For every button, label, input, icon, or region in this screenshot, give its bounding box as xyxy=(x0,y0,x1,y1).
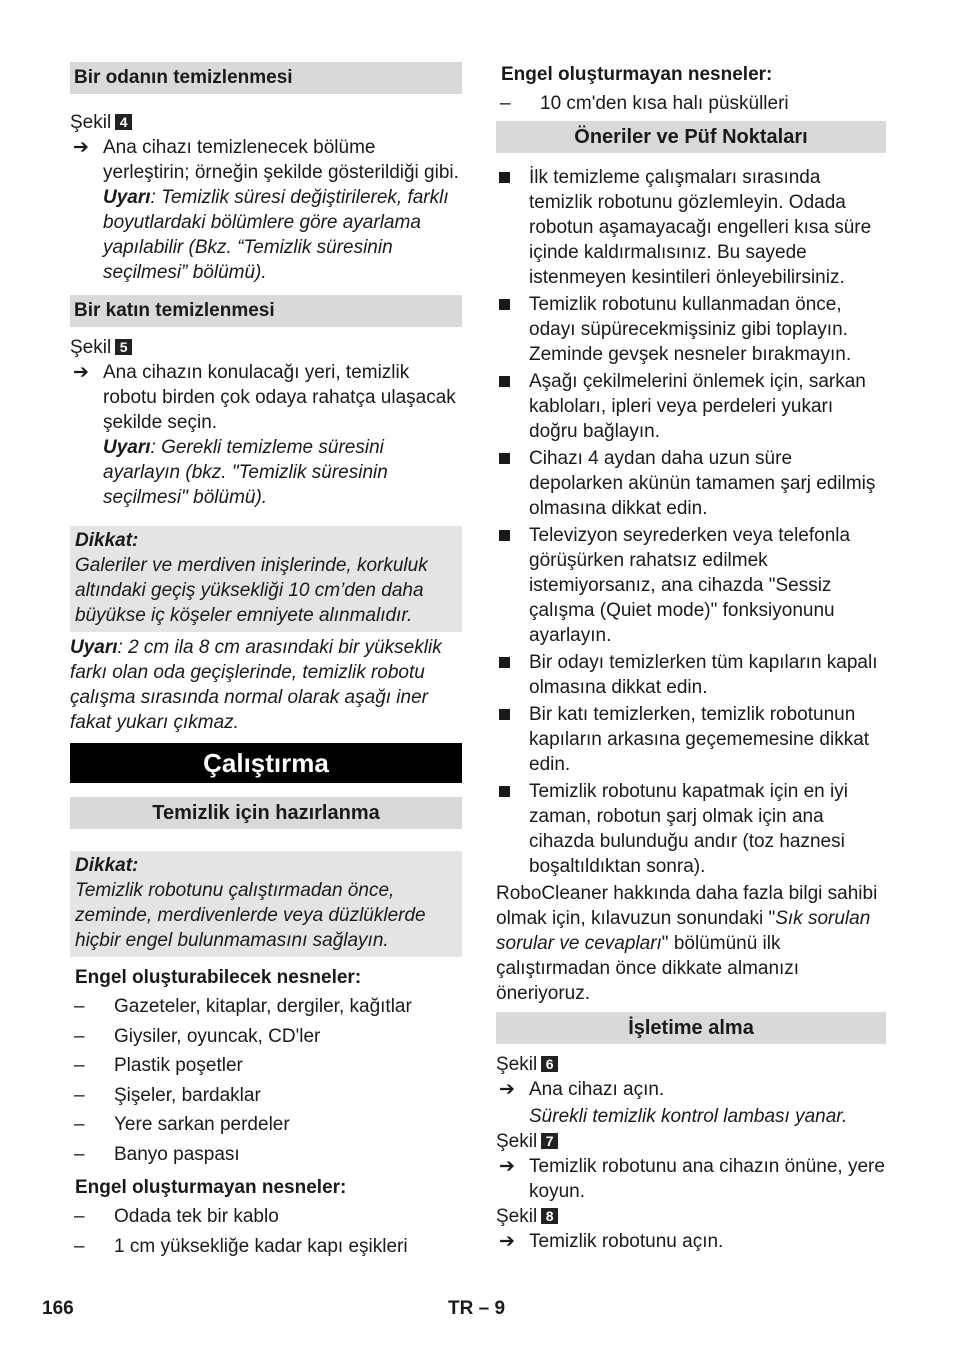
note: Uyarı: Temizlik süresi değiştirilerek, farklı boyutlardaki bölümlere göre ayarlama yapılabilir (Bkz. “Temizlik süresinin seçilmesi” bölümü). xyxy=(103,187,449,283)
dash-icon: – xyxy=(500,93,511,114)
square-bullet-icon xyxy=(499,709,510,720)
square-bullet-icon xyxy=(499,299,510,310)
list-heading: Engel oluşturmayan nesneler: xyxy=(75,1177,347,1198)
list-item: Cihazı 4 aydan daha uzun süre depolarken akünün tamamen şarj edilmiş olmasına dikkat edin. xyxy=(496,446,886,521)
figure-number: 8 xyxy=(541,1208,558,1224)
dash-icon: – xyxy=(74,1235,85,1257)
list-item: Temizlik robotunu kapatmak için en iyi zaman, robotun şarj olmak için ana cihazda bulunduğu andır (toz haznesi boşaltıldıktan sonra). xyxy=(496,779,886,879)
list-item: – Banyo paspası xyxy=(74,1143,240,1165)
arrow-icon: ➔ xyxy=(499,1078,515,1100)
instruction-step: ➔ Temizlik robotunu ana cihazın önüne, yere koyun. xyxy=(499,1155,885,1202)
list-item: Televizyon seyrederken veya telefonla görüşürken rahatsız edilmek istemiyorsanız, ana cihazda "Sessiz çalışma (Quiet mode)" fonksiyonunu ayarlayın. xyxy=(496,523,886,648)
figure-reference: Şekil 8 xyxy=(496,1204,886,1229)
square-bullet-icon xyxy=(499,453,510,464)
figure-number: 5 xyxy=(115,339,132,355)
dash-icon: – xyxy=(74,1084,85,1106)
list-item: – Plastik poşetler xyxy=(74,1055,243,1076)
section-heading-floor-cleaning: Bir katın temizlenmesi xyxy=(70,295,462,327)
list-item: – 10 cm'den kısa halı püskülleri xyxy=(500,93,789,114)
arrow-icon: ➔ xyxy=(499,1155,515,1177)
list-item: – Gazeteler, kitaplar, dergiler, kağıtlar xyxy=(74,996,412,1017)
instruction-step: ➔ Temizlik robotunu açın. xyxy=(499,1230,724,1252)
instruction-step: ➔ Ana cihazı temizlenecek bölüme yerleştirin; örneğin şekilde gösterildiği gibi. xyxy=(73,137,459,183)
caution-title: Dikkat: xyxy=(75,855,139,876)
instruction-step: ➔ Ana cihazı açın. xyxy=(499,1078,665,1100)
section-heading-tips: Öneriler ve Püf Noktaları xyxy=(496,121,886,153)
dash-icon: – xyxy=(74,1114,85,1135)
left-column xyxy=(70,62,462,1263)
caution-text: Galeriler ve merdiven inişlerinde, korkuluk altındaki geçiş yüksekliği 10 cm’den daha büyükse iç köşeler emniyete alınmalıdır. xyxy=(75,555,428,626)
dash-icon: – xyxy=(74,1055,85,1076)
list-item: – Şişeler, bardaklar xyxy=(74,1084,261,1106)
note: Uyarı: 2 cm ila 8 cm arasındaki bir yükseklik farkı olan oda geçişlerinde, temizlik robotu çalışma sırasında normal olarak aşağı iner fakat yukarı çıkmaz. xyxy=(70,637,442,733)
right-column xyxy=(496,62,886,1254)
dash-icon: – xyxy=(74,1143,85,1165)
dash-icon: – xyxy=(74,996,85,1017)
footer-section: TR – 9 xyxy=(448,1298,506,1319)
list-heading: Engel oluşturabilecek nesneler: xyxy=(75,967,362,988)
result-text: Sürekli temizlik kontrol lambası yanar. xyxy=(529,1105,848,1127)
caution-box xyxy=(70,851,462,957)
list-item: – 1 cm yüksekliğe kadar kapı eşikleri xyxy=(74,1235,408,1257)
dash-icon: – xyxy=(74,1206,85,1227)
figure-number: 7 xyxy=(541,1133,558,1149)
square-bullet-icon xyxy=(499,786,510,797)
list-item: Temizlik robotunu kullanmadan önce, odayı süpürecekmişsiniz gibi toplayın. Zeminde gevşek nesneler bırakmayın. xyxy=(496,292,886,367)
figure-number: 4 xyxy=(115,114,132,130)
square-bullet-icon xyxy=(499,376,510,387)
square-bullet-icon xyxy=(499,172,510,183)
non-obstacles-list xyxy=(496,91,886,116)
arrow-icon: ➔ xyxy=(73,137,89,158)
section-heading-room-cleaning: Bir odanın temizlenmesi xyxy=(70,62,462,94)
arrow-icon: ➔ xyxy=(499,1230,515,1252)
tips-list xyxy=(496,165,886,879)
list-item: – Odada tek bir kablo xyxy=(74,1206,279,1227)
obstacles-list xyxy=(70,994,462,1167)
section-heading-preparation: Temizlik için hazırlanma xyxy=(70,797,462,829)
arrow-icon: ➔ xyxy=(73,362,89,383)
list-item: Bir odayı temizlerken tüm kapıların kapalı olmasına dikkat edin. xyxy=(496,650,886,700)
figure-number: 6 xyxy=(541,1056,558,1072)
caution-title: Dikkat: xyxy=(75,530,139,551)
page-number: 166 xyxy=(42,1298,74,1319)
square-bullet-icon xyxy=(499,530,510,541)
figure-reference: Şekil 4 xyxy=(70,110,462,135)
chapter-heading: Çalıştırma xyxy=(70,743,462,783)
info-paragraph: RoboCleaner hakkında daha fazla bilgi sahibi olmak için, kılavuzun sonundaki "Sık sorulan sorular ve cevapları" bölümünü ilk çalıştırmadan önce dikkate almanızı öneriyoruz. xyxy=(496,882,878,1004)
figure-reference: Şekil 6 xyxy=(496,1052,886,1077)
list-item: Aşağı çekilmelerini önlemek için, sarkan kabloları, ipleri veya perdeleri yukarı doğru bağlayın. xyxy=(496,369,886,444)
note: Uyarı: Gerekli temizleme süresini ayarlayın (bkz. "Temizlik süresinin seçilmesi" bölümü). xyxy=(103,437,388,508)
section-heading-commissioning: İşletime alma xyxy=(496,1012,886,1044)
caution-box xyxy=(70,526,462,632)
list-item: – Yere sarkan perdeler xyxy=(74,1114,290,1135)
square-bullet-icon xyxy=(499,657,510,668)
dash-icon: – xyxy=(74,1025,85,1047)
list-item: İlk temizleme çalışmaları sırasında temizlik robotunu gözlemleyin. Odada robotun aşamayacağı engelleri kısa süre içinde kaldırmalısınız. Bu sayede istenmeyen kesintileri önleyebilirsiniz. xyxy=(496,165,886,290)
list-item: – Giysiler, oyuncak, CD'ler xyxy=(74,1025,321,1047)
figure-reference: Şekil 7 xyxy=(496,1129,886,1154)
instruction-step: ➔ Ana cihazın konulacağı yeri, temizlik robotu birden çok odaya rahatça ulaşacak şekilde seçin. xyxy=(73,362,456,433)
list-heading: Engel oluşturmayan nesneler: xyxy=(501,64,773,85)
non-obstacles-list xyxy=(70,1204,462,1259)
caution-text: Temizlik robotunu çalıştırmadan önce, zeminde, merdivenlerde veya düzlüklerde hiçbir engel bulunmamasını sağlayın. xyxy=(75,880,426,951)
list-item: Bir katı temizlerken, temizlik robotunun kapıların arkasına geçememesine dikkat edin. xyxy=(496,702,886,777)
figure-reference: Şekil 5 xyxy=(70,335,462,360)
